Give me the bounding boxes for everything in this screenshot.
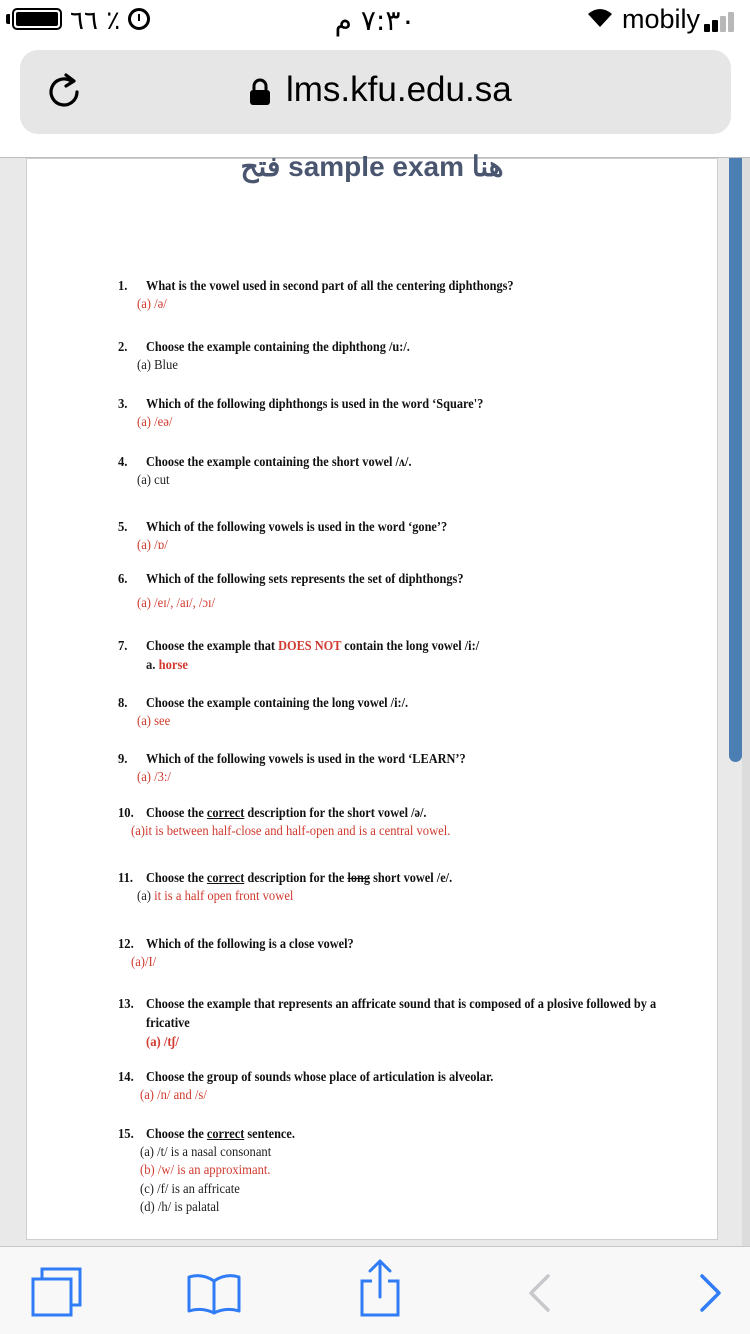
question-10: 10. Choose the correct description for the short vowel /ə/. xyxy=(118,806,427,821)
forward-icon[interactable] xyxy=(698,1273,724,1313)
emphasis-text: DOES NOT xyxy=(278,639,342,654)
answer: (a) cut xyxy=(137,473,170,488)
signal-icon xyxy=(700,10,744,32)
side-rail xyxy=(742,158,750,1246)
reload-icon[interactable] xyxy=(44,72,84,112)
question-3: 3. Which of the following diphthongs is used in the word ‘Square'? xyxy=(118,397,484,412)
question-5: 5. Which of the following vowels is used in the word ‘gone’? xyxy=(118,520,448,535)
answer: a. horse xyxy=(146,658,189,673)
battery-percentage: ٦٦ ٪ xyxy=(70,6,121,36)
question-text: Choose the example containing the short vowel /ʌ/. xyxy=(146,455,412,470)
browser-toolbar xyxy=(0,1246,750,1334)
question-11: 11. Choose the correct description for the long short vowel /e/. xyxy=(118,871,453,886)
answer: (a) Blue xyxy=(137,358,178,373)
question-text: Choose the correct description for the short vowel /ə/. xyxy=(146,806,427,821)
question-2: 2. Choose the example containing the diphthong /u:/. xyxy=(118,340,410,355)
answer: (a)/I/ xyxy=(131,955,157,970)
question-text: Which of the following diphthongs is used in the word ‘Square'? xyxy=(146,397,484,412)
question-text: Choose the example containing the long vowel /i:/. xyxy=(146,696,409,711)
question-text: Which of the following is a close vowel? xyxy=(146,937,354,952)
answer: (a) /tʃ/ xyxy=(146,1035,179,1050)
question-text: Choose the group of sounds whose place of articulation is alveolar. xyxy=(146,1070,494,1085)
share-icon[interactable] xyxy=(358,1259,402,1317)
question-text: Choose the correct sentence. xyxy=(146,1127,295,1142)
answer: (a) /ɒ/ xyxy=(137,538,168,553)
answer: (a) it is a half open front vowel xyxy=(137,889,294,904)
question-12: 12. Which of the following is a close vowel? xyxy=(118,937,354,952)
scrollbar[interactable] xyxy=(729,158,742,762)
answer: (a) /n/ and /s/ xyxy=(140,1088,207,1103)
answer-option-b: (b) /w/ is an approximant. xyxy=(140,1163,271,1178)
tabs-icon[interactable] xyxy=(30,1267,82,1317)
bookmarks-icon[interactable] xyxy=(186,1271,242,1315)
question-15: 15. Choose the correct sentence. xyxy=(118,1127,295,1142)
answer: (a) /3:/ xyxy=(137,770,171,785)
question-6: 6. Which of the following sets represents the set of diphthongs? xyxy=(118,572,464,587)
answer: (a) /ə/ xyxy=(137,297,167,312)
back-icon[interactable] xyxy=(526,1273,552,1313)
answer: (a)it is between half-close and half-open and is a central vowel. xyxy=(131,824,451,839)
question-text: Which of the following sets represents the set of diphthongs? xyxy=(146,572,464,587)
question-1: 1. What is the vowel used in second part of all the centering diphthongs? xyxy=(118,279,514,294)
clock: ٧:٣٠ م xyxy=(334,4,416,37)
question-9: 9. Which of the following vowels is used in the word ‘LEARN’? xyxy=(118,752,466,767)
answer: (a) /eə/ xyxy=(137,415,173,430)
question-text: Which of the following vowels is used in the word ‘gone’? xyxy=(146,520,448,535)
question-text: Choose the example that represents an affricate sound that is composed of a plosive followed by a xyxy=(146,997,657,1012)
question-13-continued: fricative xyxy=(146,1016,190,1031)
answer-option-c: (c) /f/ is an affricate xyxy=(140,1182,240,1197)
question-text: Which of the following vowels is used in the word ‘LEARN’? xyxy=(146,752,466,767)
question-text: Choose the example that DOES NOT contain the long vowel /i:/ xyxy=(146,639,480,654)
exam-title[interactable]: فتح sample exam هنا xyxy=(240,151,504,182)
lock-icon xyxy=(249,78,271,106)
question-14: 14. Choose the group of sounds whose place of articulation is alveolar. xyxy=(118,1070,494,1085)
status-bar xyxy=(0,0,750,40)
question-8: 8. Choose the example containing the long vowel /i:/. xyxy=(118,696,409,711)
question-text: Choose the correct description for the long short vowel /e/. xyxy=(146,871,453,886)
answer: (a) /eɪ/, /aɪ/, /ɔɪ/ xyxy=(137,596,216,611)
url-text[interactable]: lms.kfu.edu.sa xyxy=(286,70,512,109)
question-4: 4. Choose the example containing the short vowel /ʌ/. xyxy=(118,455,412,470)
wifi-icon xyxy=(586,6,614,28)
question-13: 13. Choose the example that represents an affricate sound that is composed of a plosive followed by a xyxy=(118,997,657,1012)
question-text: What is the vowel used in second part of all the centering diphthongs? xyxy=(146,279,514,294)
question-text: Choose the example containing the diphthong /u:/. xyxy=(146,340,410,355)
answer-option-a: (a) /t/ is a nasal consonant xyxy=(140,1145,272,1160)
answer-option-d: (d) /h/ is palatal xyxy=(140,1200,220,1215)
answer: (a) see xyxy=(137,714,171,729)
carrier-name: mobily xyxy=(622,4,701,34)
address-bar[interactable] xyxy=(20,50,731,134)
question-7: 7. Choose the example that DOES NOT contain the long vowel /i:/ xyxy=(118,639,480,654)
